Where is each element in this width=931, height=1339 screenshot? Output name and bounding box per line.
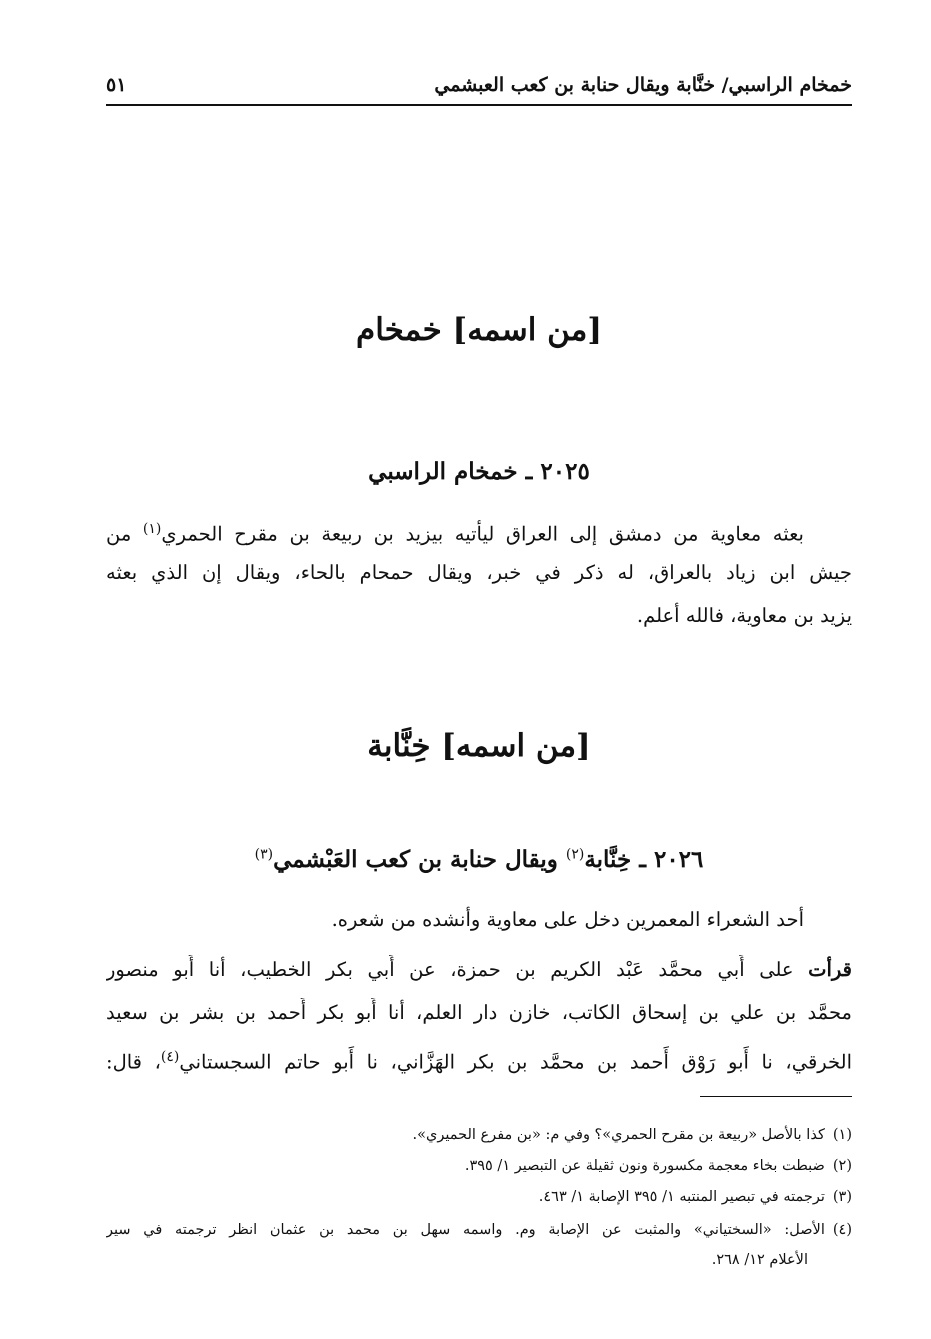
footnote-4-continued: الأعلام ١٢/ ٢٦٨. — [711, 1252, 808, 1268]
page-number: ٥١ — [106, 74, 127, 96]
entry-2026-line-2-bold: قرأت — [808, 958, 852, 981]
section-title-khamkham: [من اسمه] خمخام — [356, 312, 602, 348]
footnote-3-number: (٣) — [832, 1189, 852, 1205]
footnote-1-number: (١) — [832, 1127, 852, 1143]
entry-2025-line-1-text: بعثه معاوية من دمشق إلى العراق ليأتيه بيزيد بن ربيعة بن مقرح الحمري — [161, 522, 804, 546]
footnote-4-text: الأصل: «السختياني» والمثبت عن الإصابة وم. واسمه سهل بن محمد بن عثمان انظر ترجمته في سير — [106, 1222, 825, 1238]
footnote-4-number: (٤) — [832, 1222, 852, 1238]
footnote-ref-2: (٢) — [565, 846, 585, 863]
entry-2026-line-4-end: ، قال: — [106, 1050, 161, 1074]
entry-heading-2026-b: ويقال حنابة بن كعب العَبْشمي — [273, 846, 566, 873]
entry-2026-line-4-text: الخرقي، نا أَبو رَوْق أَحمد بن محمَّد بن بكر الهَزَّاني، نا أَبو حاتم السجستاني — [179, 1050, 852, 1074]
footnote-ref-1: (١) — [142, 521, 162, 537]
footnote-1-text: كذا بالأصل «ربيعة بن مقرح الحمري»؟ وفي م: «بن مفرع الحميري». — [412, 1127, 825, 1143]
running-title: خمخام الراسبي/ خنَّابة ويقال حنابة بن كعب العبشمي — [434, 74, 852, 96]
entry-2026-line-4 — [106, 1042, 852, 1078]
footnote-2 — [106, 1155, 852, 1177]
entry-2025-line-1-end: من — [106, 522, 143, 546]
footnote-2-text: ضبطت بخاء معجمة مكسورة ونون ثقيلة عن التبصير ١/ ٣٩٥. — [464, 1158, 825, 1174]
footnote-rule — [700, 1096, 852, 1097]
footnote-ref-3: (٣) — [254, 846, 274, 863]
entry-2025-line-2: جيش ابن زياد بالعراق، له ذكر في خبر، ويقال حمحام بالحاء، ويقال إن الذي بعثه — [106, 561, 852, 584]
footnote-3-text: ترجمته في تبصير المنتبه ١/ ٣٩٥ الإصابة ١/ ٤٦٣. — [538, 1189, 825, 1205]
footnote-ref-4: (٤) — [160, 1049, 180, 1065]
footnote-1 — [106, 1124, 852, 1146]
footnote-4 — [106, 1219, 852, 1241]
header-rule — [106, 104, 852, 106]
entry-heading-2025: ٢٠٢٥ ـ خمخام الراسبي — [368, 458, 590, 485]
entry-2026-line-2-rest: على أَبي محمَّد عَبْد الكريم بن حمزة، عن أَبي بكر الخطيب، أنا أَبو منصور — [106, 958, 809, 981]
entry-2026-line-2 — [106, 955, 852, 985]
section-title-khinnaba: [من اسمه] خِنَّابة — [367, 728, 591, 764]
footnote-2-number: (٢) — [832, 1158, 852, 1174]
entry-heading-2026-a: ٢٠٢٦ ـ خِنَّابة — [584, 846, 704, 873]
entry-heading-2026 — [106, 846, 852, 873]
entry-2026-line-1: أحد الشعراء المعمرين دخل على معاوية وأنشده من شعره. — [331, 908, 804, 931]
footnote-3 — [106, 1186, 852, 1208]
entry-2026-line-3: محمَّد بن علي بن إسحاق الكاتب، خازن دار العلم، أنا أَبو بكر أَحمد بن بشر بن سعيد — [106, 1001, 852, 1024]
entry-2025-line-1 — [106, 514, 852, 550]
running-header — [106, 68, 852, 102]
entry-2025-line-3: يزيد بن معاوية، فالله أعلم. — [636, 604, 852, 627]
